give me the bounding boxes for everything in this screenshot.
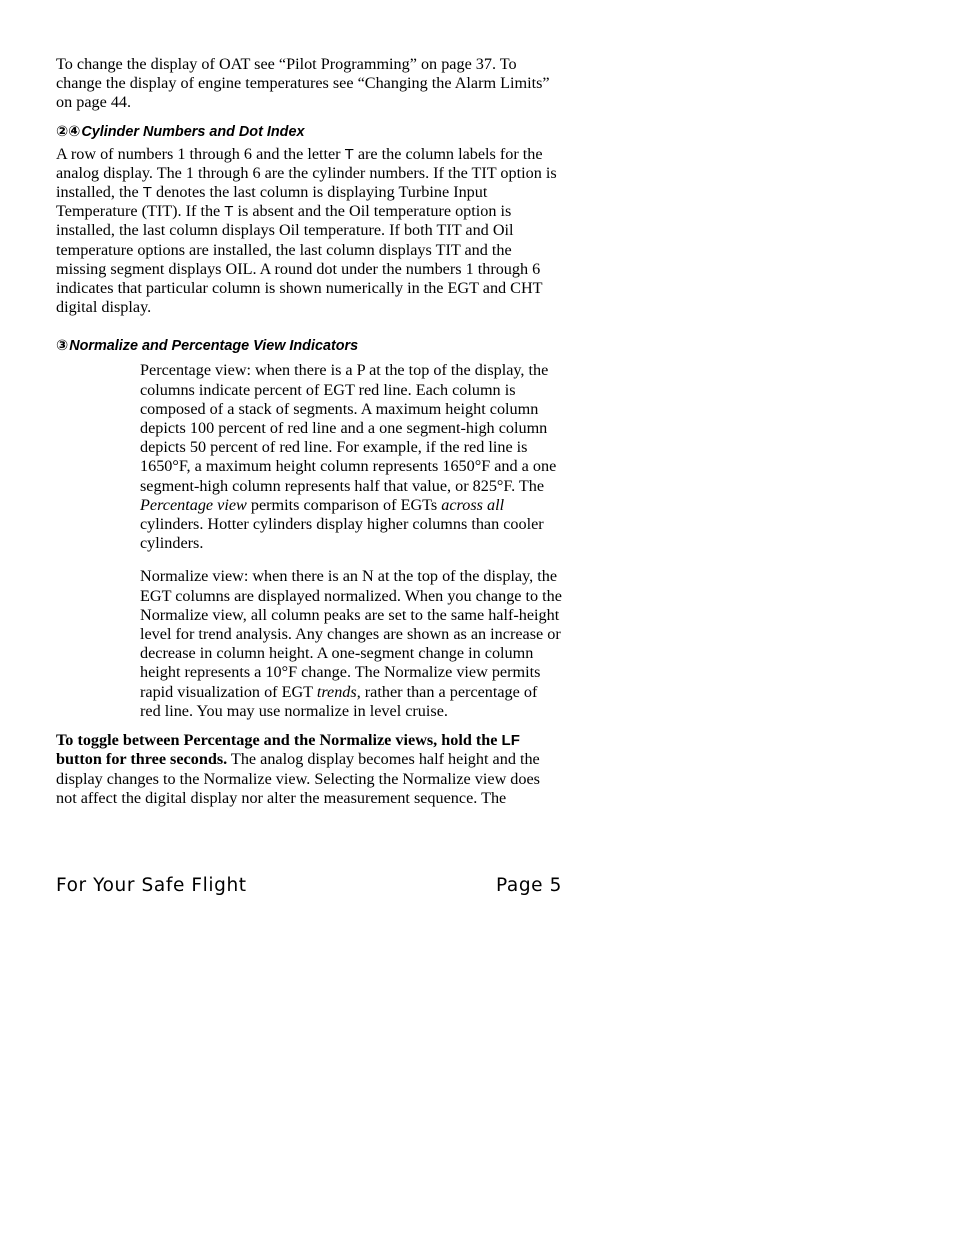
normalize-percentage-heading xyxy=(56,337,562,355)
cylinder-numbers-paragraph xyxy=(56,145,562,318)
text-span: Normalize view: when there is an N at the top of the display, the EGT columns are displayed normalized. When you change to the Normalize view, all column peaks are set to the same half-height level for trend analysis. Any changes are shown as an increase or decrease in column height. A one-segment change in column height represents a 10°F change. The Normalize view permits rapid visualization of EGT xyxy=(140,567,562,701)
emphasis-text: across all xyxy=(441,495,505,514)
emphasis-text: Percentage view xyxy=(140,495,247,514)
cylinder-numbers-heading-text: Cylinder Numbers and Dot Index xyxy=(81,123,305,140)
text-span: The analog display becomes half height and the display changes to the Normalize view. Selecting the Normalize view does not affect the digital display nor alter the measurement sequence. The xyxy=(56,750,540,807)
page-number: Page 5 xyxy=(495,875,562,896)
text-span: , rather than a percentage of red line. You may use normalize in level cruise. xyxy=(140,682,538,720)
footer-tagline: For Your Safe Flight xyxy=(56,875,247,896)
text-span: A row of numbers 1 through 6 and the letter xyxy=(56,144,345,163)
percentage-view-paragraph xyxy=(140,361,562,553)
text-span: button for three seconds. xyxy=(56,750,228,769)
lf-button-label: LF xyxy=(501,732,520,750)
letter-t-label: T xyxy=(142,184,152,202)
text-span: are the column labels for the analog display. The 1 through 6 are the cylinder numbers. If the TIT option is installed, the xyxy=(56,144,557,202)
circled-number-3-icon: ③ xyxy=(56,338,69,355)
circled-numbers-2-4-icon: ②④ xyxy=(56,123,81,140)
page-content xyxy=(56,55,562,808)
normalize-view-paragraph xyxy=(140,567,562,721)
text-span: cylinders. Hotter cylinders display higher columns than cooler cylinders. xyxy=(140,515,544,553)
letter-t-label: T xyxy=(224,203,234,221)
normalize-percentage-heading-text: Normalize and Percentage View Indicators xyxy=(69,338,359,355)
intro-paragraph: To change the display of OAT see “Pilot Programming” on page 37. To change the display of engine temperatures see “Changing the Alarm Limits” on page 44. xyxy=(56,55,550,112)
letter-t-label: T xyxy=(344,145,354,163)
text-span: permits comparison of EGTs xyxy=(246,495,442,514)
text-span: To toggle between Percentage and the Normalize views, hold the xyxy=(56,731,502,750)
emphasis-text: trends xyxy=(316,682,357,701)
toggle-paragraph xyxy=(56,731,562,808)
text-span: denotes the last column is displaying Turbine Input Temperature (TIT). If the xyxy=(56,183,488,221)
cylinder-numbers-heading xyxy=(56,123,562,141)
text-span: is absent and the Oil temperature option is installed, the last column displays Oil temperature. If both TIT and Oil temperature options are installed, the last column displays TIT and the missing segment displays OIL. A round dot under the numbers 1 through 6 indicates that particular column is shown numerically in the EGT and CHT digital display. xyxy=(56,202,543,317)
text-span: Percentage view: when there is a P at the top of the display, the columns indicate percent of EGT red line. Each column is composed of a stack of segments. A maximum height column depicts 100 percent of red line and a one segment-high column depicts 50 percent of red line. For example, if the red line is 1650°F, a maximum height column represents 1650°F and a one segment-high column represents half that value, or 825°F. The xyxy=(140,361,557,495)
